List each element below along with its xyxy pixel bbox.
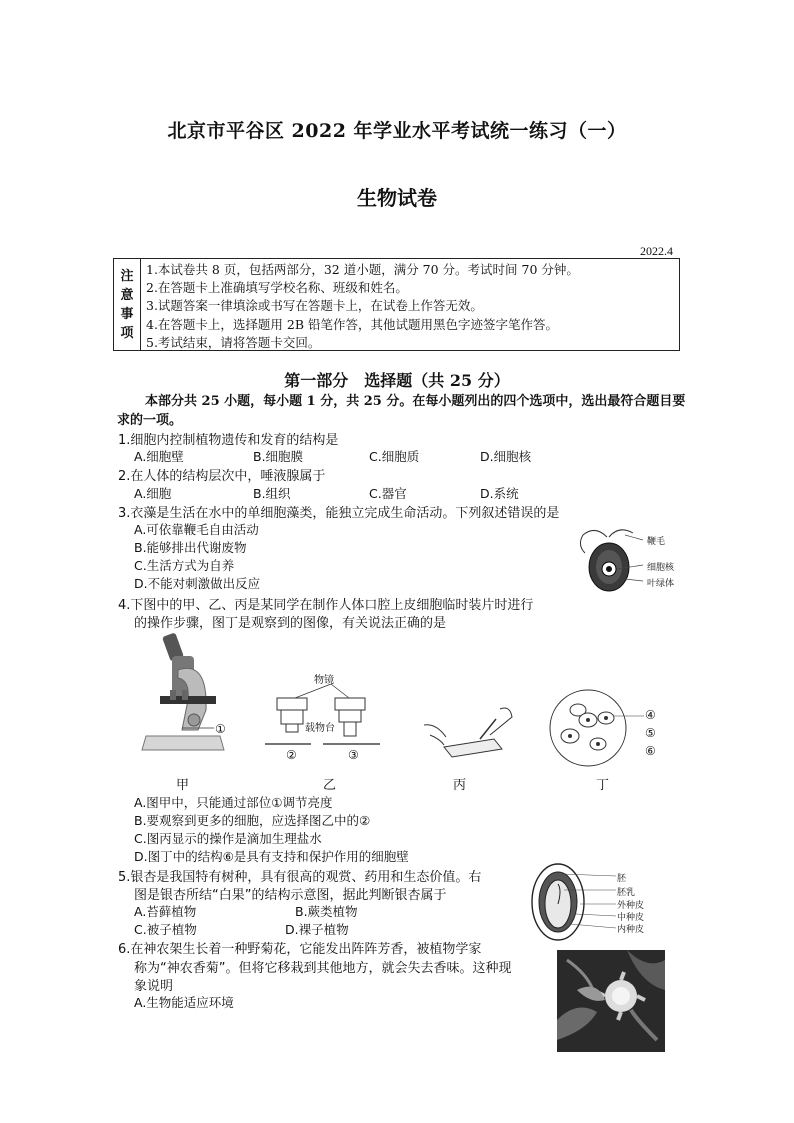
marker-4: ④ bbox=[645, 708, 656, 722]
q6-option-a: A.生物能适应环境 bbox=[134, 995, 234, 1010]
q3-option-d: D.不能对刺激做出反应 bbox=[134, 576, 261, 591]
q4-option-b: B.要观察到更多的细胞，应选择图乙中的② bbox=[134, 813, 371, 828]
microscope-figure bbox=[138, 630, 233, 760]
subject-title: 生物试卷 bbox=[357, 186, 437, 210]
q5-option-c: C.被子植物 bbox=[134, 922, 197, 937]
slide-operation-figure bbox=[420, 705, 520, 765]
label-stage: 载物台 bbox=[305, 723, 335, 734]
notice-heading bbox=[114, 259, 141, 350]
label-middle-seed-coat: 中种皮 bbox=[617, 913, 645, 923]
section-title: 第一部分 选择题（共 25 分） bbox=[284, 371, 510, 390]
notice-heading-char: 事 bbox=[120, 306, 134, 322]
cheek-cell-view-figure bbox=[548, 688, 648, 768]
notice-item: 4.在答题卡上，选择题用 2B 铅笔作答，其他试题用黑色字迹签字笔作答。 bbox=[146, 316, 559, 332]
q1-option-d: D.细胞核 bbox=[480, 449, 532, 464]
q3-option-a: A.可依靠鞭毛自由活动 bbox=[134, 522, 259, 537]
q4-option-c: C.图丙显示的操作是滴加生理盐水 bbox=[134, 831, 322, 846]
label-objective: 物镜 bbox=[314, 675, 334, 686]
question-5-stem-line2: 图是银杏所结“白果”的结构示意图，据此判断银杏属于 bbox=[134, 888, 447, 903]
q4-option-d: D.图丁中的结构⑥是具有支持和保护作用的细胞壁 bbox=[134, 849, 409, 864]
q1-option-c: C.细胞质 bbox=[369, 449, 420, 464]
question-1-stem: 1.细胞内控制植物遗传和发育的结构是 bbox=[118, 433, 339, 448]
section-intro: 本部分共 25 小题，每小题 1 分，共 25 分。在每小题列出的四个选项中，选出最符合题目要求的一项。 bbox=[117, 394, 686, 428]
q5-option-a: A.苔藓植物 bbox=[134, 904, 197, 919]
label-endosperm: 胚乳 bbox=[617, 888, 636, 898]
notice-item: 2.在答题卡上准确填写学校名称、班级和姓名。 bbox=[146, 280, 408, 296]
q5-option-d: D.裸子植物 bbox=[285, 922, 349, 937]
marker-5: ⑤ bbox=[645, 726, 656, 740]
notice-heading-char: 注 bbox=[120, 268, 134, 284]
label-outer-seed-coat: 外种皮 bbox=[617, 901, 645, 911]
marker-1: ① bbox=[215, 722, 226, 736]
notice-box bbox=[113, 258, 680, 351]
ginkgo-seed-figure bbox=[522, 860, 617, 945]
q1-option-a: A.细胞壁 bbox=[134, 449, 184, 464]
figure-label-bing: 丙 bbox=[453, 777, 467, 792]
label-nucleus: 细胞核 bbox=[647, 563, 675, 573]
label-flagellum: 鞭毛 bbox=[647, 537, 666, 547]
marker-2: ② bbox=[286, 748, 297, 762]
q2-option-c: C.器官 bbox=[369, 486, 407, 501]
notice-item: 3.试题答案一律填涂或书写在答题卡上，在试卷上作答无效。 bbox=[146, 298, 483, 314]
marker-3: ③ bbox=[348, 748, 359, 762]
notice-heading-char: 项 bbox=[120, 325, 134, 341]
q4-option-a: A.图甲中，只能通过部位①调节亮度 bbox=[134, 795, 333, 810]
notice-heading-char: 意 bbox=[120, 287, 134, 303]
q2-option-b: B.组织 bbox=[253, 486, 291, 501]
q2-option-d: D.系统 bbox=[480, 486, 519, 501]
question-2-stem: 2.在人体的结构层次中，唾液腺属于 bbox=[118, 469, 326, 484]
q1-option-b: B.细胞膜 bbox=[253, 449, 304, 464]
question-5-stem-line1: 5.银杏是我国特有树种，具有很高的观赏、药用和生态价值。右 bbox=[118, 870, 482, 885]
page-title: 北京市平谷区 2022 年学业水平考试统一练习（一） bbox=[167, 120, 627, 142]
question-4-stem-line1: 4.下图中的甲、乙、丙是某同学在制作人体口腔上皮细胞临时装片时进行 bbox=[118, 598, 534, 613]
q3-option-b: B.能够排出代谢废物 bbox=[134, 540, 247, 555]
figure-label-ding: 丁 bbox=[596, 777, 610, 792]
question-6-stem-line1: 6.在神农架生长着一种野菊花，它能发出阵阵芳香，被植物学家 bbox=[118, 942, 482, 957]
exam-date: 2022.4 bbox=[640, 244, 673, 258]
label-embryo: 胚 bbox=[617, 874, 627, 884]
marker-6: ⑥ bbox=[645, 744, 656, 758]
label-inner-seed-coat: 内种皮 bbox=[617, 925, 645, 935]
figure-label-jia: 甲 bbox=[176, 777, 190, 792]
question-4-stem-line2: 的操作步骤，图丁是观察到的图像，有关说法正确的是 bbox=[134, 616, 447, 631]
q5-option-b: B.蕨类植物 bbox=[295, 904, 358, 919]
q3-option-c: C.生活方式为自养 bbox=[134, 558, 235, 573]
figure-label-yi: 乙 bbox=[323, 777, 337, 792]
question-3-stem: 3.衣藻是生活在水中的单细胞藻类，能独立完成生命活动。下列叙述错误的是 bbox=[118, 506, 560, 521]
notice-list bbox=[146, 261, 579, 352]
notice-item: 1.本试卷共 8 页，包括两部分，32 道小题，满分 70 分。考试时间 70 分钟。 bbox=[146, 262, 579, 277]
question-6-stem-line3: 象说明 bbox=[134, 979, 174, 994]
notice-item: 5.考试结束，请将答题卡交回。 bbox=[146, 334, 321, 350]
label-chloroplast: 叶绿体 bbox=[647, 579, 675, 589]
q2-option-a: A.细胞 bbox=[134, 486, 172, 501]
question-6-stem-line2: 称为“神农香菊”。但将它移栽到其他地方，就会失去香味。这种现 bbox=[134, 961, 512, 976]
chrysanthemum-photo bbox=[557, 950, 665, 1052]
